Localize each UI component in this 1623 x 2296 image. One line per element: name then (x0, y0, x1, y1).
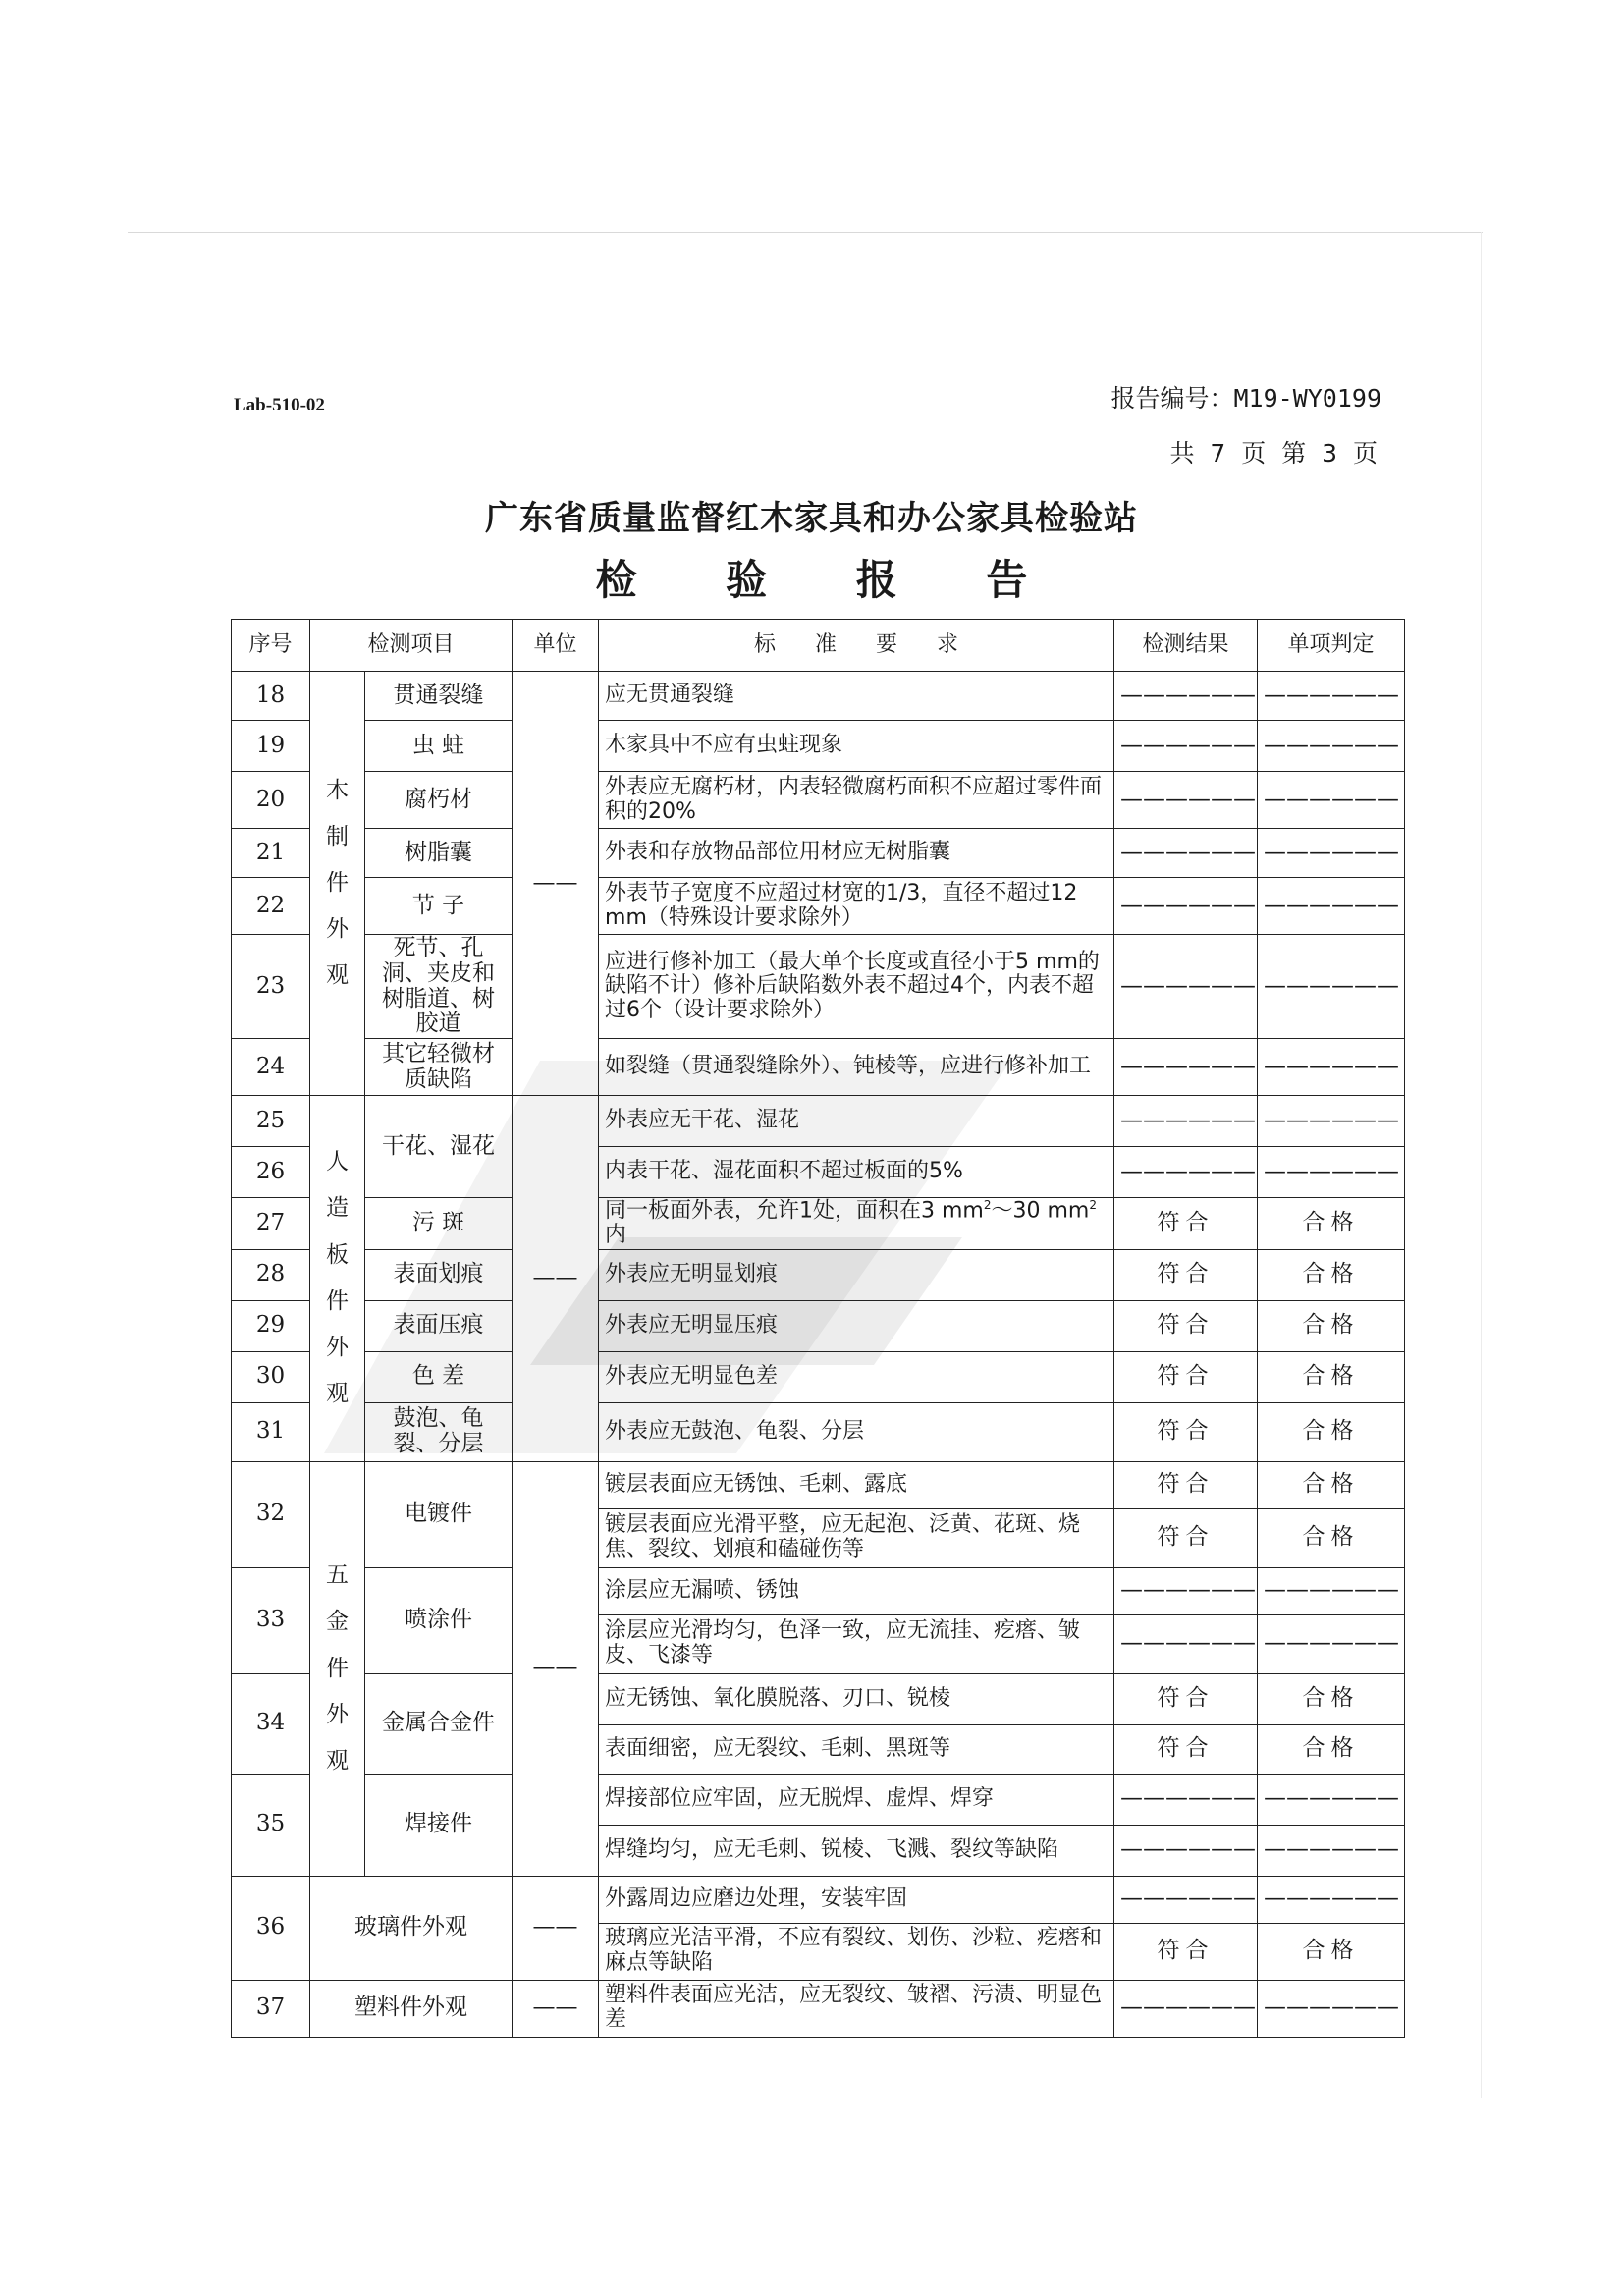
requirement: 同一板面外表，允许1处，面积在3 $mm^2\sim 30$ $mm^2$内 (599, 1198, 1114, 1250)
row-no: 22 (232, 878, 310, 935)
sheet-edge-top (128, 232, 1483, 233)
requirement: 玻璃应光洁平滑，不应有裂纹、划伤、沙粒、疙瘩和麻点等缺陷 (599, 1923, 1114, 1980)
requirement: 表面细密，应无裂纹、毛刺、黑斑等 (599, 1724, 1114, 1774)
row-no: 21 (232, 829, 310, 878)
judgement: —————— (1258, 1825, 1405, 1876)
row-no: 37 (232, 1980, 310, 2037)
row-no: 19 (232, 721, 310, 772)
table-row (232, 878, 1405, 935)
judgement: —————— (1258, 1614, 1405, 1673)
table-row (232, 1567, 1405, 1614)
group-hardware-appearance: 五金件外观 (310, 1461, 365, 1876)
requirement: 外表应无明显色差 (599, 1351, 1114, 1402)
requirement: 应无锈蚀、氧化膜脱落、刃口、锐棱 (599, 1673, 1114, 1724)
group-wood-appearance: 木制件外观 (310, 672, 365, 1096)
item-name: 干花、湿花 (365, 1096, 513, 1198)
row-no: 20 (232, 772, 310, 829)
table-header-row (232, 620, 1405, 672)
header-standard: 标准要求 (599, 620, 1114, 672)
table-row (232, 1249, 1405, 1300)
row-no: 36 (232, 1876, 310, 1980)
item-name: 腐朽材 (365, 772, 513, 829)
item-name: 玻璃件外观 (310, 1876, 513, 1980)
requirement: 外露周边应磨边处理，安装牢固 (599, 1876, 1114, 1923)
result: 符合 (1114, 1461, 1258, 1508)
judgement: 合格 (1258, 1508, 1405, 1567)
requirement: 应进行修补加工（最大单个长度或直径小于5 mm的缺陷不计）修补后缺陷数外表不超过4个，内表不超过6个（设计要求除外） (599, 935, 1114, 1039)
header-result: 检测结果 (1114, 620, 1258, 672)
item-name: 其它轻微材质缺陷 (365, 1039, 513, 1096)
judgement: 合格 (1258, 1461, 1405, 1508)
judgement: —————— (1258, 1147, 1405, 1198)
item-name: 焊接件 (365, 1774, 513, 1876)
result: —————— (1114, 672, 1258, 721)
judgement: 合格 (1258, 1402, 1405, 1461)
row-no: 33 (232, 1567, 310, 1673)
requirement: 塑料件表面应光洁，应无裂纹、皱褶、污渍、明显色差 (599, 1980, 1114, 2037)
table-row (232, 1198, 1405, 1250)
judgement: —————— (1258, 935, 1405, 1039)
judgement: —————— (1258, 772, 1405, 829)
judgement: 合格 (1258, 1673, 1405, 1724)
requirement: 外表和存放物品部位用材应无树脂囊 (599, 829, 1114, 878)
judgement: 合格 (1258, 1249, 1405, 1300)
item-name: 金属合金件 (365, 1673, 513, 1774)
judgement: —————— (1258, 721, 1405, 772)
report-number-label: 报告编号： (1110, 384, 1234, 412)
requirement: 外表应无腐朽材，内表轻微腐朽面积不应超过零件面积的20% (599, 772, 1114, 829)
table-row (232, 1096, 1405, 1147)
item-name: 表面压痕 (365, 1300, 513, 1351)
table-row (232, 1351, 1405, 1402)
result: 符合 (1114, 1351, 1258, 1402)
document-title: 检 验 报 告 (595, 556, 1065, 604)
judgement: —————— (1258, 829, 1405, 878)
unit-cell: —— (513, 672, 599, 1096)
unit-cell: —— (513, 1096, 599, 1462)
row-no: 35 (232, 1774, 310, 1876)
table-row (232, 1300, 1405, 1351)
requirement: 涂层应无漏喷、锈蚀 (599, 1567, 1114, 1614)
row-no: 23 (232, 935, 310, 1039)
table-row (232, 772, 1405, 829)
report-number (1110, 379, 1381, 414)
row-no: 25 (232, 1096, 310, 1147)
result: —————— (1114, 878, 1258, 935)
unit-cell: —— (513, 1461, 599, 1876)
table-row (232, 1980, 1405, 2037)
result: —————— (1114, 829, 1258, 878)
item-name: 贯通裂缝 (365, 672, 513, 721)
result: 符合 (1114, 1198, 1258, 1250)
row-no: 24 (232, 1039, 310, 1096)
requirement: 外表应无明显划痕 (599, 1249, 1114, 1300)
form-code: Lab-510-02 (234, 395, 325, 415)
result: 符合 (1114, 1249, 1258, 1300)
judgement: 合格 (1258, 1300, 1405, 1351)
report-number-value: M19-WY0199 (1233, 384, 1381, 412)
judgement: —————— (1258, 1039, 1405, 1096)
organization-name: 广东省质量监督红木家具和办公家具检验站 (485, 499, 1138, 538)
result: 符合 (1114, 1923, 1258, 1980)
row-no: 28 (232, 1249, 310, 1300)
result: —————— (1114, 1980, 1258, 2037)
table-row (232, 1039, 1405, 1096)
row-no: 31 (232, 1402, 310, 1461)
result: —————— (1114, 1774, 1258, 1825)
row-no: 32 (232, 1461, 310, 1567)
result: 符合 (1114, 1508, 1258, 1567)
unit-cell: —— (513, 1980, 599, 2037)
item-name: 表面划痕 (365, 1249, 513, 1300)
judgement: —————— (1258, 1876, 1405, 1923)
result: —————— (1114, 1876, 1258, 1923)
table-row (232, 721, 1405, 772)
row-no: 18 (232, 672, 310, 721)
requirement: 外表节子宽度不应超过材宽的1/3，直径不超过12 mm（特殊设计要求除外） (599, 878, 1114, 935)
header-judgement: 单项判定 (1258, 620, 1405, 672)
table-row (232, 1876, 1405, 1923)
result: —————— (1114, 1567, 1258, 1614)
result: 符合 (1114, 1402, 1258, 1461)
header-no: 序号 (232, 620, 310, 672)
group-panel-appearance: 人造板件外观 (310, 1096, 365, 1462)
requirement: 应无贯通裂缝 (599, 672, 1114, 721)
item-name: 电镀件 (365, 1461, 513, 1567)
page-info: 共 7 页 第 3 页 (1169, 439, 1381, 467)
row-no: 30 (232, 1351, 310, 1402)
header-item: 检测项目 (310, 620, 513, 672)
requirement: 内表干花、湿花面积不超过板面的5% (599, 1147, 1114, 1198)
judgement: —————— (1258, 672, 1405, 721)
table-row (232, 829, 1405, 878)
table-row (232, 1673, 1405, 1724)
result: —————— (1114, 1825, 1258, 1876)
item-name: 污 斑 (365, 1198, 513, 1250)
requirement: 外表应无干花、湿花 (599, 1096, 1114, 1147)
result: —————— (1114, 935, 1258, 1039)
row-no: 34 (232, 1673, 310, 1774)
item-name: 死节、孔洞、夹皮和树脂道、树胶道 (365, 935, 513, 1039)
result: 符合 (1114, 1673, 1258, 1724)
judgement: 合格 (1258, 1351, 1405, 1402)
table-row (232, 672, 1405, 721)
table-row (232, 1402, 1405, 1432)
item-name: 虫 蛀 (365, 721, 513, 772)
item-name: 色 差 (365, 1351, 513, 1402)
requirement: 外表应无鼓泡、龟裂、分层 (599, 1402, 1114, 1461)
unit-cell: —— (513, 1876, 599, 1980)
item-name: 树脂囊 (365, 829, 513, 878)
requirement: 镀层表面应光滑平整，应无起泡、泛黄、花斑、烧焦、裂纹、划痕和磕碰伤等 (599, 1508, 1114, 1567)
row-no: 27 (232, 1198, 310, 1250)
requirement: 木家具中不应有虫蛀现象 (599, 721, 1114, 772)
requirement: 焊缝均匀，应无毛刺、锐棱、飞溅、裂纹等缺陷 (599, 1825, 1114, 1876)
item-name: 塑料件外观 (310, 1980, 513, 2037)
judgement: 合格 (1258, 1923, 1405, 1980)
requirement: 如裂缝（贯通裂缝除外）、钝棱等，应进行修补加工 (599, 1039, 1114, 1096)
judgement: —————— (1258, 1096, 1405, 1147)
judgement: —————— (1258, 1774, 1405, 1825)
table-row (232, 935, 1405, 1039)
row-no: 26 (232, 1147, 310, 1198)
result: —————— (1114, 1096, 1258, 1147)
item-name: 节 子 (365, 878, 513, 935)
header-unit: 单位 (513, 620, 599, 672)
requirement: 涂层应光滑均匀，色泽一致，应无流挂、疙瘩、皱皮、飞漆等 (599, 1614, 1114, 1673)
result: —————— (1114, 1614, 1258, 1673)
requirement: 外表应无明显压痕 (599, 1300, 1114, 1351)
result: —————— (1114, 721, 1258, 772)
judgement: 合格 (1258, 1198, 1405, 1250)
result: —————— (1114, 1039, 1258, 1096)
judgement: —————— (1258, 1567, 1405, 1614)
judgement: —————— (1258, 878, 1405, 935)
result: —————— (1114, 772, 1258, 829)
item-name: 鼓泡、龟裂、分层 (365, 1402, 513, 1461)
inspection-table (231, 619, 1405, 2038)
result: —————— (1114, 1147, 1258, 1198)
item-name: 喷涂件 (365, 1567, 513, 1673)
table-row (232, 1774, 1405, 1825)
judgement: 合格 (1258, 1724, 1405, 1774)
result: 符合 (1114, 1300, 1258, 1351)
result: 符合 (1114, 1724, 1258, 1774)
requirement: 焊接部位应牢固，应无脱焊、虚焊、焊穿 (599, 1774, 1114, 1825)
table-row (232, 1461, 1405, 1508)
judgement: —————— (1258, 1980, 1405, 2037)
row-no: 29 (232, 1300, 310, 1351)
requirement: 镀层表面应无锈蚀、毛刺、露底 (599, 1461, 1114, 1508)
